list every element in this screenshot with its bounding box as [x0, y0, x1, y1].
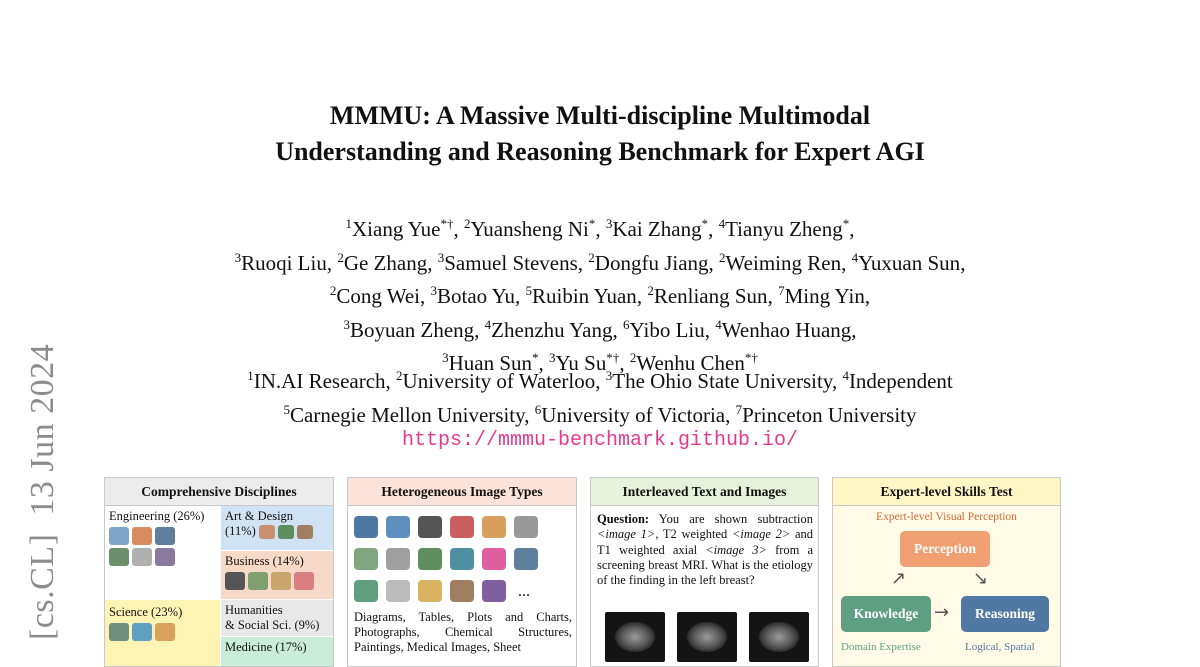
skills-panel	[832, 477, 1061, 667]
question-part-3: and T1 weighted axial	[597, 527, 814, 557]
art-design-cell	[221, 506, 334, 550]
author-name: Botao Yu	[437, 284, 515, 308]
author-name: Dongfu Jiang	[594, 250, 709, 275]
affiliation	[535, 403, 725, 427]
affiliation-list	[0, 362, 1200, 429]
art-design-label: Art & Design	[225, 509, 294, 523]
author-name: Yuansheng Ni	[470, 217, 589, 241]
author-index: 7	[778, 283, 785, 298]
author-index: 4	[484, 316, 492, 332]
author-index: 3	[442, 350, 449, 365]
engineering-cell	[105, 506, 220, 592]
author-name: Yu Su	[555, 351, 607, 375]
domain-expertise-label: Domain Expertise	[841, 641, 921, 653]
project-url-link[interactable]: https://mmmu-benchmark.github.io/	[401, 429, 799, 452]
author	[588, 251, 708, 275]
author-name: Kai Zhang	[612, 217, 702, 241]
author-name: Ruoqi Liu	[241, 250, 327, 275]
author-name: Wenhu Chen	[636, 351, 745, 375]
chart-icon	[248, 572, 268, 590]
affiliation-index: 3	[605, 368, 613, 383]
author-mark: *	[588, 216, 596, 231]
author-name: Zhenzhu Yang	[491, 317, 613, 342]
knowledge-box: Knowledge	[841, 596, 931, 632]
engineering-label: Engineering (26%)	[109, 509, 205, 523]
author-index: 3	[437, 249, 445, 265]
author-line: $^1$Xiang Yue*†, $^2$Yuansheng Ni*, $^3$Kai Zhang*, $^4$Tianyu Zheng*,	[345, 216, 855, 241]
author-index: 2	[719, 249, 726, 265]
reasoning-box: Reasoning	[961, 596, 1049, 632]
image-ref-1: <image 1>	[597, 527, 656, 542]
question-text	[597, 512, 813, 588]
author	[464, 217, 595, 241]
affiliation-line: $^1$IN.AI Research, $^2$University of Waterloo, $^3$The Ohio State University, $^4$Independent	[247, 368, 953, 393]
tree-icon	[450, 580, 474, 602]
arxiv-date: 13 Jun 2024	[24, 343, 61, 516]
author-name: Cong Wei	[336, 284, 421, 308]
author-line: $^3$Huan Sun*, $^3$Yu Su*†, $^2$Wenhu Chen*†	[442, 350, 758, 375]
author-index: 2	[647, 283, 654, 298]
more-types-label: ...	[518, 583, 530, 600]
author-index: 4	[715, 316, 722, 332]
graph-icon	[482, 580, 506, 602]
author-index: 1	[345, 216, 352, 231]
humanities-label-2: & Social Sci. (9%)	[225, 618, 320, 632]
humanities-label: Humanities	[225, 603, 283, 617]
affiliation-index: 6	[534, 401, 542, 417]
worker-icon	[109, 548, 129, 566]
author	[647, 284, 767, 308]
author	[778, 284, 865, 308]
monument-icon	[386, 548, 410, 570]
business-cell	[221, 551, 334, 599]
market-icon	[294, 572, 314, 590]
document-icon	[418, 516, 442, 538]
author-name: Ge Zhang	[343, 250, 428, 275]
author	[343, 318, 474, 342]
author	[719, 217, 850, 241]
calculator-icon	[225, 572, 245, 590]
image-types-panel-title: Heterogeneous Image Types	[348, 478, 576, 506]
plant-icon	[278, 525, 294, 539]
image-ref-3: <image 3>	[705, 542, 767, 557]
author-index: 2	[329, 283, 337, 298]
image-types-caption: Diagrams, Tables, Plots and Charts, Photographs, Chemical Structures, Paintings, Medical Images, Sheet	[354, 610, 572, 654]
flask-icon	[155, 623, 175, 641]
robot-icon	[155, 548, 175, 566]
affiliation-name: Carnegie Mellon University	[290, 402, 525, 427]
medical-image-icon	[514, 548, 538, 570]
painting-frame-icon	[354, 548, 378, 570]
bar-chart-icon	[450, 516, 474, 538]
chip-icon	[132, 548, 152, 566]
author	[719, 251, 841, 275]
chemical-structure-icon	[514, 516, 538, 538]
author	[526, 284, 637, 308]
music-sheet-icon	[418, 548, 442, 570]
disciplines-panel-title: Comprehensive Disciplines	[105, 478, 333, 506]
author-list	[0, 210, 1200, 378]
author-index: 2	[588, 249, 595, 265]
author-index: 3	[343, 316, 350, 332]
author	[431, 284, 515, 308]
arxiv-category: [cs.CL]	[24, 533, 61, 640]
author	[606, 217, 708, 241]
affiliation-line: $^5$Carnegie Mellon University, $^6$University of Victoria, $^7$Princeton University	[283, 401, 917, 427]
author-name: Weiming Ren	[725, 250, 842, 275]
paper-title	[0, 98, 1200, 170]
geometry-icon	[386, 580, 410, 602]
visual-perception-label: Expert-level Visual Perception	[876, 511, 1017, 523]
camera-icon	[482, 516, 506, 538]
screenshot-icon	[450, 548, 474, 570]
author-line: $^3$Boyuan Zheng, $^4$Zhenzhu Yang, $^6$Yibo Liu, $^4$Wenhao Huang,	[343, 316, 857, 342]
author	[485, 318, 613, 342]
author-mark: *†	[744, 350, 758, 365]
affiliation-name: Independent	[848, 369, 953, 393]
author-index: 2	[463, 216, 471, 231]
science-cell	[105, 600, 220, 667]
question-part-2: , T2 weighted	[655, 527, 728, 542]
author-name: Renliang Sun	[653, 284, 768, 308]
author-name: Yibo Liu	[629, 317, 705, 342]
question-part-1: You are shown subtraction	[658, 512, 813, 526]
affiliation	[247, 369, 385, 393]
money-icon	[271, 572, 291, 590]
author-index: 4	[718, 216, 726, 231]
perception-reasoning-arrow: ↘	[973, 568, 989, 589]
mri-image-3	[749, 612, 809, 662]
author	[346, 217, 454, 241]
disciplines-panel	[104, 477, 334, 667]
image-ref-2: <image 2>	[731, 527, 791, 542]
author	[337, 251, 427, 275]
author-index: 5	[525, 283, 532, 298]
medicine-label: Medicine (17%)	[225, 640, 307, 654]
affiliation-index: 5	[283, 401, 291, 417]
author-name: Yuxuan Sun	[858, 250, 961, 275]
author-name: Boyuan Zheng	[349, 317, 475, 342]
author	[623, 318, 705, 342]
map-icon	[354, 580, 378, 602]
affiliation-index: 2	[396, 368, 403, 383]
bridge-icon	[132, 527, 152, 545]
image-type-icon-grid	[354, 512, 572, 608]
affiliation	[284, 403, 525, 427]
author-mark: *	[701, 216, 709, 231]
humanities-cell	[221, 600, 334, 636]
author-mark: *	[532, 350, 539, 365]
author-index: 3	[234, 249, 242, 265]
affiliation-name: IN.AI Research	[253, 369, 386, 393]
author-name: Xiang Yue	[352, 217, 441, 241]
author-line: $^2$Cong Wei, $^3$Botao Yu, $^5$Ruibin Yuan, $^2$Renliang Sun, $^7$Ming Yin,	[329, 283, 871, 308]
author-index: 3	[605, 216, 613, 231]
author-name: Wenhao Huang	[721, 317, 852, 342]
author-index: 3	[549, 350, 556, 365]
author	[852, 251, 961, 275]
perception-box: Perception	[900, 531, 990, 567]
knowledge-reasoning-arrow: →	[934, 602, 950, 623]
diagram-icon	[354, 516, 378, 538]
affiliation-name: The Ohio State University	[612, 369, 832, 393]
affiliation	[842, 369, 952, 393]
affiliation-name: Princeton University	[742, 402, 917, 427]
affiliation-name: University of Waterloo	[402, 369, 596, 393]
author	[330, 284, 420, 308]
author-name: Samuel Stevens	[444, 250, 578, 275]
author-index: 2	[629, 350, 637, 365]
question-label: Question:	[597, 512, 650, 526]
logical-spatial-label: Logical, Spatial	[965, 641, 1035, 653]
author-index: 4	[851, 249, 859, 265]
affiliation	[736, 403, 917, 427]
table-icon	[386, 516, 410, 538]
medicine-cell	[221, 637, 334, 667]
author-name: Ming Yin	[784, 284, 865, 308]
author	[715, 318, 851, 342]
title-line-1: MMMU: A Massive Multi-discipline Multimodal	[329, 101, 871, 130]
engineering-icon	[109, 527, 129, 545]
author	[438, 251, 578, 275]
interleaved-panel	[590, 477, 819, 667]
business-label: Business (14%)	[225, 554, 304, 568]
painting-icon	[259, 525, 275, 539]
virus-icon	[482, 548, 506, 570]
author-index: 6	[623, 316, 630, 332]
author-index: 2	[337, 249, 344, 265]
mri-image-1	[605, 612, 665, 662]
author-name: Huan Sun	[448, 351, 533, 375]
computer-icon	[155, 527, 175, 545]
science-label: Science (23%)	[109, 605, 183, 619]
affiliation-name: University of Victoria	[541, 402, 726, 427]
affiliation-index: 7	[735, 401, 743, 417]
question-part-4: from a screening breast MRI. What is the etiology of the finding in the left breast?	[597, 542, 813, 588]
author-mark: *†	[606, 350, 620, 365]
molecule-icon	[109, 623, 129, 641]
affiliation-index: 4	[842, 368, 849, 383]
author-mark: *	[842, 216, 850, 231]
knowledge-perception-arrow: ↗	[891, 568, 907, 589]
affiliation	[606, 369, 832, 393]
image-types-panel	[347, 477, 577, 667]
author-name: Tianyu Zheng	[725, 217, 843, 241]
author-mark: *†	[440, 216, 454, 231]
art-design-pct: (11%)	[225, 524, 256, 538]
music-icon	[297, 525, 313, 539]
mri-image-2	[677, 612, 737, 662]
pie-chart-icon	[418, 580, 442, 602]
affiliation-index: 1	[247, 368, 254, 383]
interleaved-panel-title: Interleaved Text and Images	[591, 478, 818, 506]
affiliation	[396, 369, 595, 393]
skills-panel-title: Expert-level Skills Test	[833, 478, 1060, 506]
author	[235, 251, 327, 275]
globe-icon	[132, 623, 152, 641]
author-line: $^3$Ruoqi Liu, $^2$Ge Zhang, $^3$Samuel Stevens, $^2$Dongfu Jiang, $^2$Weiming Ren, $^4$Yuxuan Sun,	[234, 249, 966, 275]
author-name: Ruibin Yuan	[532, 284, 637, 308]
author-index: 3	[430, 283, 438, 298]
title-line-2: Understanding and Reasoning Benchmark for Expert AGI	[275, 137, 925, 166]
